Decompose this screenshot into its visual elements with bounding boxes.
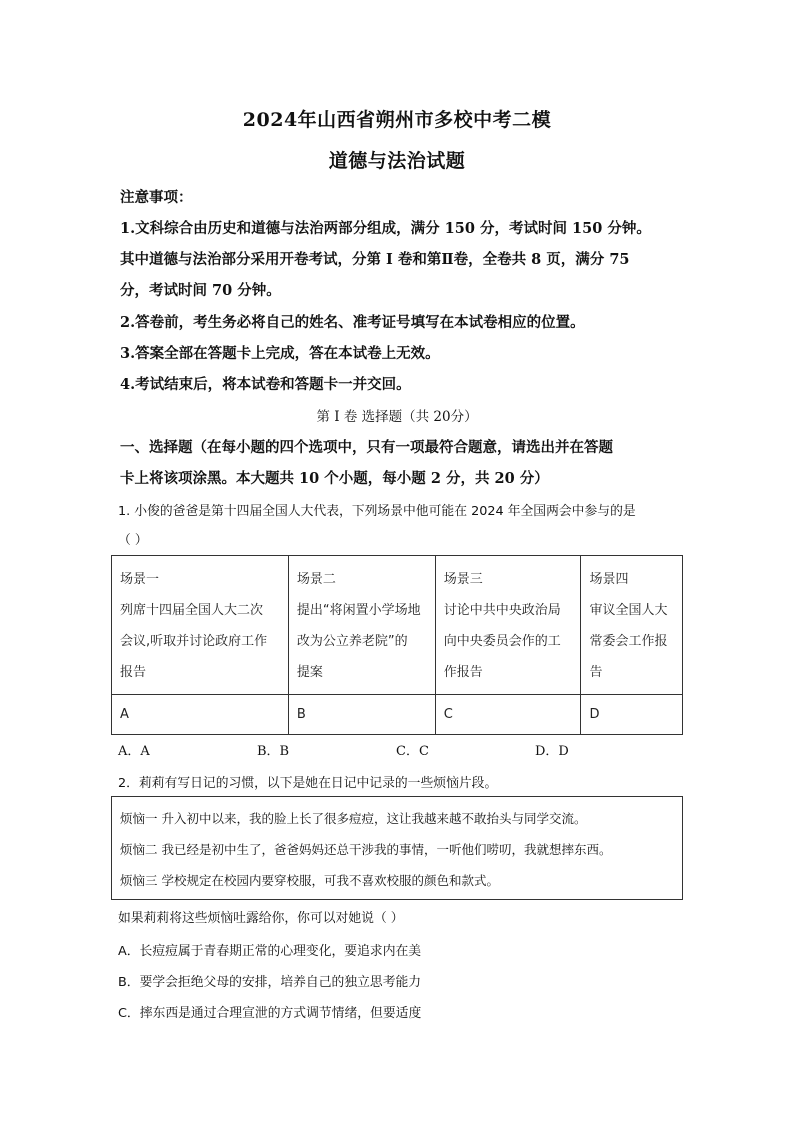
notes-line: 4.考试结束后，将本试卷和答题卡一并交回。 bbox=[120, 376, 411, 393]
q2-stem: 2．莉莉有写日记的习惯，以下是她在日记中记录的一些烦恼片段。 bbox=[118, 776, 498, 791]
notes-line: 3.答案全部在答题卡上完成，答在本试卷上无效。 bbox=[120, 345, 440, 362]
volume-title: 第 I 卷 选择题（共 20分） bbox=[316, 409, 478, 425]
diary-line: 烦恼三 学校规定在校园内要穿校服，可我不喜欢校服的颜色和款式。 bbox=[120, 873, 499, 888]
notes-heading: 注意事项： bbox=[120, 189, 193, 206]
notes-line: 其中道德与法治部分采用开卷考试，分第 I 卷和第Ⅱ卷，全卷共 8 页，满分 75 bbox=[120, 251, 630, 268]
notes-line: 分，考试时间 70 分钟。 bbox=[120, 282, 281, 299]
page-subtitle: 道德与法治试题 bbox=[328, 150, 466, 172]
q1-option-d: D．D bbox=[535, 744, 569, 759]
q2-question: 如果莉莉将这些烦恼吐露给你，你可以对她说（ ） bbox=[118, 911, 404, 926]
table-cell: B bbox=[288, 695, 435, 735]
q1-stem: 1. 小俊的爸爸是第十四届全国人大代表，下列场景中他可能在 2024 年全国两会中参与的是 bbox=[118, 504, 636, 519]
q1-option-c: C．C bbox=[396, 744, 429, 759]
q2-option-a: A．长痘痘属于青春期正常的心理变化，要追求内在美 bbox=[118, 944, 422, 959]
table-cell: 场景二 提出“将闲置小学场地 改为公立养老院”的 提案 bbox=[288, 556, 435, 695]
table-cell: C bbox=[435, 695, 581, 735]
table-cell: 场景四 审议全国人大 常委会工作报 告 bbox=[581, 556, 683, 695]
table-cell: 场景一 列席十四届全国人大二次 会议,听取并讨论政府工作 报告 bbox=[112, 556, 289, 695]
section-heading: 卡上将该项涂黑。本大题共 10 个小题，每小题 2 分，共 20 分） bbox=[120, 470, 549, 487]
q2-option-c: C．摔东西是通过合理宣泄的方式调节情绪，但要适度 bbox=[118, 1006, 422, 1021]
notes-line: 2.答卷前，考生务必将自己的姓名、准考证号填写在本试卷相应的位置。 bbox=[120, 314, 585, 331]
table-cell: D bbox=[581, 695, 683, 735]
section-heading: 一、选择题（在每小题的四个选项中，只有一项最符合题意，请选出并在答题 bbox=[120, 439, 613, 456]
q1-stem: （ ） bbox=[118, 533, 148, 548]
table-row bbox=[112, 695, 683, 735]
q2-option-b: B．要学会拒绝父母的安排，培养自己的独立思考能力 bbox=[118, 975, 422, 990]
notes-line: 1.文科综合由历史和道德与法治两部分组成，满分 150 分，考试时间 150 分钟。 bbox=[120, 220, 651, 237]
diary-box bbox=[111, 796, 683, 900]
q1-option-a: A．A bbox=[118, 744, 150, 759]
diary-line: 烦恼二 我已经是初中生了，爸爸妈妈还总干涉我的事情，一听他们唠叨，我就想摔东西。 bbox=[120, 842, 612, 857]
table-cell: A bbox=[112, 695, 289, 735]
q1-option-b: B．B bbox=[257, 744, 290, 759]
table-cell: 场景三 讨论中共中央政治局 向中央委员会作的工 作报告 bbox=[435, 556, 581, 695]
diary-line: 烦恼一 升入初中以来，我的脸上长了很多痘痘，这让我越来越不敢抬头与同学交流。 bbox=[120, 811, 587, 826]
table-row bbox=[112, 556, 683, 695]
scene-table bbox=[111, 555, 683, 735]
page-title: 2024年山西省朔州市多校中考二模 bbox=[242, 109, 552, 131]
